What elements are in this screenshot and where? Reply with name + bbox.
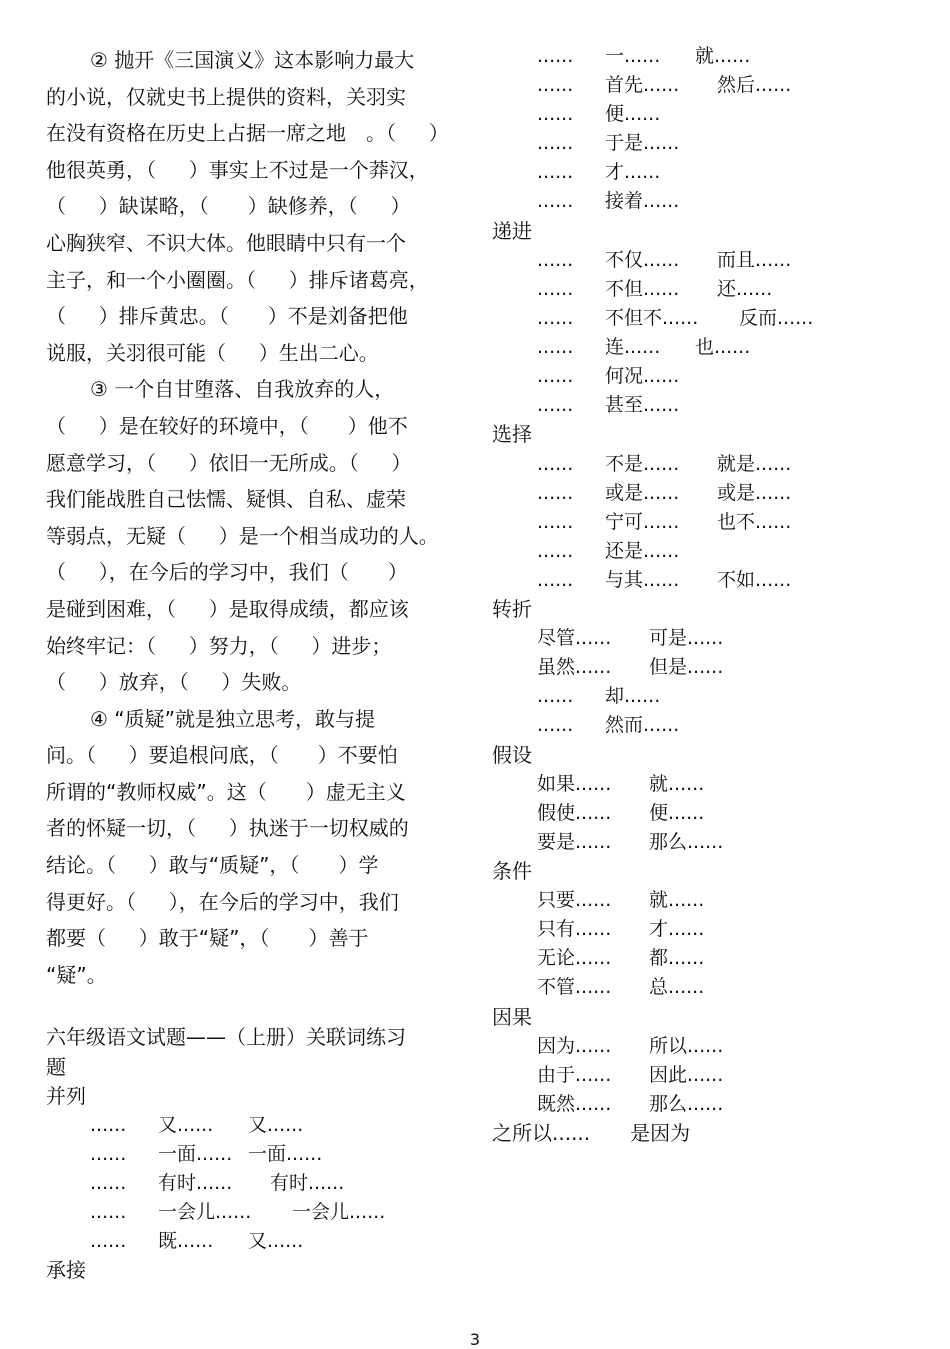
passage-line: 愿意学习，（ ）依旧一无所成。（ ） xyxy=(46,450,412,475)
list-item: 因为...... 所以...... xyxy=(537,1034,724,1057)
passage-line: 问。（ ）要追根问底，（ ）不要怕 xyxy=(46,743,398,768)
list-item: ...... 或是...... 或是...... xyxy=(537,481,792,504)
passage-line: 主子，和一个小圈圈。（ ）排斥诸葛亮， xyxy=(46,267,429,292)
passage-line: （ ）排斥黄忠。（ ）不是刘备把他 xyxy=(46,304,408,329)
left-column xyxy=(46,42,466,1286)
passage-line: 的小说，仅就史书上提供的资料，关羽实 xyxy=(46,84,406,109)
list-item: ...... 既...... 又...... xyxy=(90,1230,304,1253)
group-zhuanzhe xyxy=(492,624,912,740)
group-label-xuanze: 选择 xyxy=(492,422,532,447)
list-item: ...... 不仅...... 而且...... xyxy=(537,248,792,271)
list-item: ...... 却...... xyxy=(537,685,661,708)
list-item: ...... 甚至...... xyxy=(537,394,680,417)
list-item: ...... 又...... 又...... xyxy=(90,1114,304,1136)
passage-line: ④ “质疑”就是独立思考，敢与提 xyxy=(90,706,376,731)
passage-line: 是碰到困难，（ ）是取得成绩，都应该 xyxy=(46,596,409,621)
group-bingl xyxy=(46,1111,466,1256)
group-dijin xyxy=(492,246,912,421)
list-item: 尽管...... 可是...... xyxy=(537,627,724,650)
list-item: ...... 接着...... xyxy=(537,190,680,213)
list-item: ...... 与其...... 不如...... xyxy=(537,568,792,591)
group-jiashe xyxy=(492,770,912,857)
passage-line: （ ）缺谋略，（ ）缺修养，（ ） xyxy=(46,194,411,219)
page-number: 3 xyxy=(469,1330,481,1349)
passage-line: （ ）放弃，（ ）失败。 xyxy=(46,670,302,695)
passage-line: 者的怀疑一切，（ ）执迷于一切权威的 xyxy=(46,816,409,841)
list-item: ...... 然而...... xyxy=(537,714,680,737)
worksheet-title: 六年级语文试题——（上册）关联词练习 xyxy=(46,1025,406,1050)
passage-line: 等弱点，无疑（ ）是一个相当成功的人。 xyxy=(46,523,439,548)
list-item: ...... 才...... xyxy=(537,161,661,184)
passage-line: （ ），在今后的学习中，我们（ ） xyxy=(46,560,408,585)
list-item: 无论...... 都...... xyxy=(537,947,705,970)
list-item: 由于...... 因此...... xyxy=(537,1063,724,1086)
list-item: ...... 不但...... 还...... xyxy=(537,277,773,300)
passage-line: 得更好。（ ），在今后的学习中，我们 xyxy=(46,889,399,914)
group-xuanze xyxy=(492,450,912,595)
list-item: 假使...... 便...... xyxy=(537,801,705,824)
passage-line: 都要（ ）敢于“疑”，（ ）善于 xyxy=(46,926,369,951)
group-label-bingl: 并列 xyxy=(46,1083,86,1108)
right-column xyxy=(492,42,912,1148)
passage-line: 在没有资格在历史上占据一席之地 。（ ） xyxy=(46,121,449,146)
list-item: ...... 一面...... 一面...... xyxy=(90,1143,323,1166)
list-item: ...... 何况...... xyxy=(537,365,680,388)
list-item: ...... 一会儿...... 一会儿...... xyxy=(90,1201,386,1224)
list-item: ...... 连...... 也...... xyxy=(537,336,751,359)
list-item: 既然...... 那么...... xyxy=(537,1092,724,1115)
passage-line: 所谓的“教师权威”。这（ ）虚无主义 xyxy=(46,779,406,804)
passage-line: 心胸狭窄、不识大体。他眼睛中只有一个 xyxy=(46,230,406,255)
list-item: 只有...... 才...... xyxy=(537,918,705,941)
last-line: 之所以...... 是因为 xyxy=(492,1121,691,1146)
passage-line: “疑”。 xyxy=(46,962,107,987)
group-label-yinguo: 因果 xyxy=(492,1004,532,1029)
list-item: ...... 还是...... xyxy=(537,539,680,562)
list-item: ...... 便...... xyxy=(537,103,661,126)
list-item: ...... 首先...... 然后...... xyxy=(537,74,792,97)
list-item: 要是...... 那么...... xyxy=(537,830,724,853)
passage-line: 始终牢记：（ ）努力，（ ）进步； xyxy=(46,633,392,658)
group-yinguo xyxy=(492,1032,912,1119)
list-item: 如果...... 就...... xyxy=(537,772,705,795)
list-item: ...... 不但不...... 反而...... xyxy=(537,306,814,329)
group-label-tiaojian: 条件 xyxy=(492,859,532,883)
list-item: 不管...... 总...... xyxy=(537,976,705,999)
passage-line: （ ）是在较好的环境中，（ ）他不 xyxy=(46,413,408,438)
list-item: 虽然...... 但是...... xyxy=(537,656,724,679)
list-item: ...... 不是...... 就是...... xyxy=(537,452,792,475)
list-item: ...... 于是...... xyxy=(537,132,680,155)
group-tiaojian xyxy=(492,886,912,1002)
group-label-dijin: 递进 xyxy=(492,218,532,243)
passage-line: 我们能战胜自己怯懦、疑惧、自私、虚荣 xyxy=(46,487,406,512)
group-label-jiashe: 假设 xyxy=(492,742,532,767)
passage-line: 他很英勇，（ ）事实上不过是一个莽汉， xyxy=(46,157,429,182)
list-item: ...... 宁可...... 也不...... xyxy=(537,510,792,533)
group-label-chengjie: 承接 xyxy=(46,1258,86,1283)
list-item: 只要...... 就...... xyxy=(537,889,705,912)
passage-line: 结论。（ ）敢与“质疑”，（ ）学 xyxy=(46,853,379,878)
passage-line: 说服，关羽很可能（ ）生出二心。 xyxy=(46,340,379,365)
passage-line: ③ 一个自甘堕落、自我放弃的人， xyxy=(90,377,395,402)
list-item: ...... 一...... 就...... xyxy=(537,45,751,67)
worksheet-title-continued: 题 xyxy=(46,1054,66,1079)
list-item: ...... 有时...... 有时...... xyxy=(90,1172,345,1195)
group-label-zhuanzhe: 转折 xyxy=(492,596,532,621)
group-chengjie xyxy=(492,42,912,217)
passage-line: ② 抛开《三国演义》这本影响力最大 xyxy=(90,48,415,72)
